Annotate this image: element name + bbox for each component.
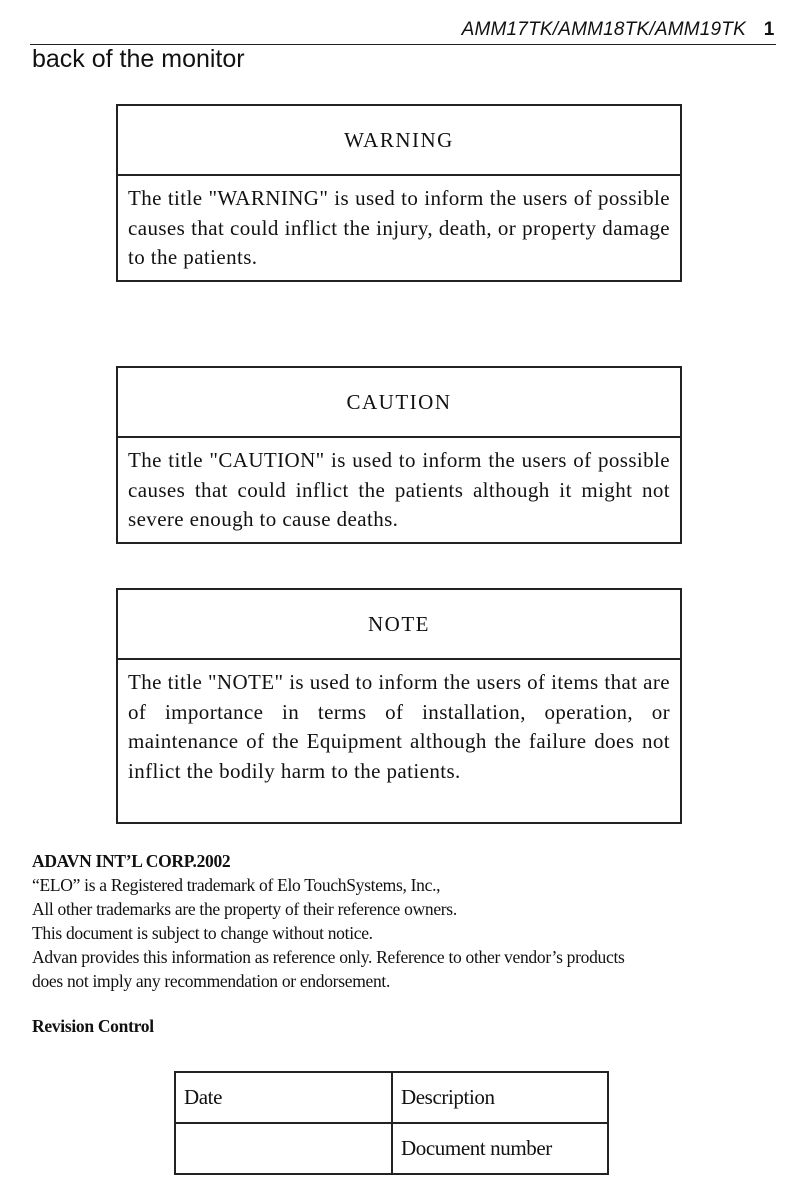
legal-notice [32,849,762,993]
note-box [116,588,682,824]
section-heading: back of the monitor [32,45,245,73]
revision-control-heading: Revision Control [32,1016,154,1036]
warning-box-title: WARNING [118,106,680,176]
table-cell-description-header: Description [392,1072,608,1123]
caution-box-title: CAUTION [118,368,680,438]
legal-line: All other trademarks are the property of their reference owners. [32,899,457,919]
table-cell-date [175,1123,392,1174]
copyright-line: ADAVN INT’L CORP.2002 [32,851,231,871]
caution-box [116,366,682,544]
table-row [175,1123,608,1174]
legal-line: This document is subject to change without notice. [32,923,373,943]
table-cell-date-header: Date [175,1072,392,1123]
warning-box [116,104,682,282]
page-number: 1 [763,19,775,40]
document-header-title: AMM17TK/AMM18TK/AMM19TK [461,19,746,40]
caution-box-body: The title "CAUTION" is used to inform the users of possible causes that could inflict the patients although it might not severe enough to cause deaths. [128,448,670,531]
note-box-title: NOTE [118,590,680,660]
table-row [175,1072,608,1123]
legal-line: Advan provides this information as reference only. Reference to other vendor’s products [32,947,625,967]
legal-line: does not imply any recommendation or endorsement. [32,971,391,991]
revision-table [174,1071,609,1175]
note-box-body: The title "NOTE" is used to inform the users of items that are of importance in terms of installation, operation, or maintenance of the Equipment although the failure does not inflict the bodily harm to the patients. [128,670,670,783]
warning-box-body: The title "WARNING" is used to inform the users of possible causes that could inflict the injury, death, or property damage to the patients. [128,186,670,269]
table-cell-description: Document number [392,1123,608,1174]
legal-line: “ELO” is a Registered trademark of Elo TouchSystems, Inc., [32,875,441,895]
